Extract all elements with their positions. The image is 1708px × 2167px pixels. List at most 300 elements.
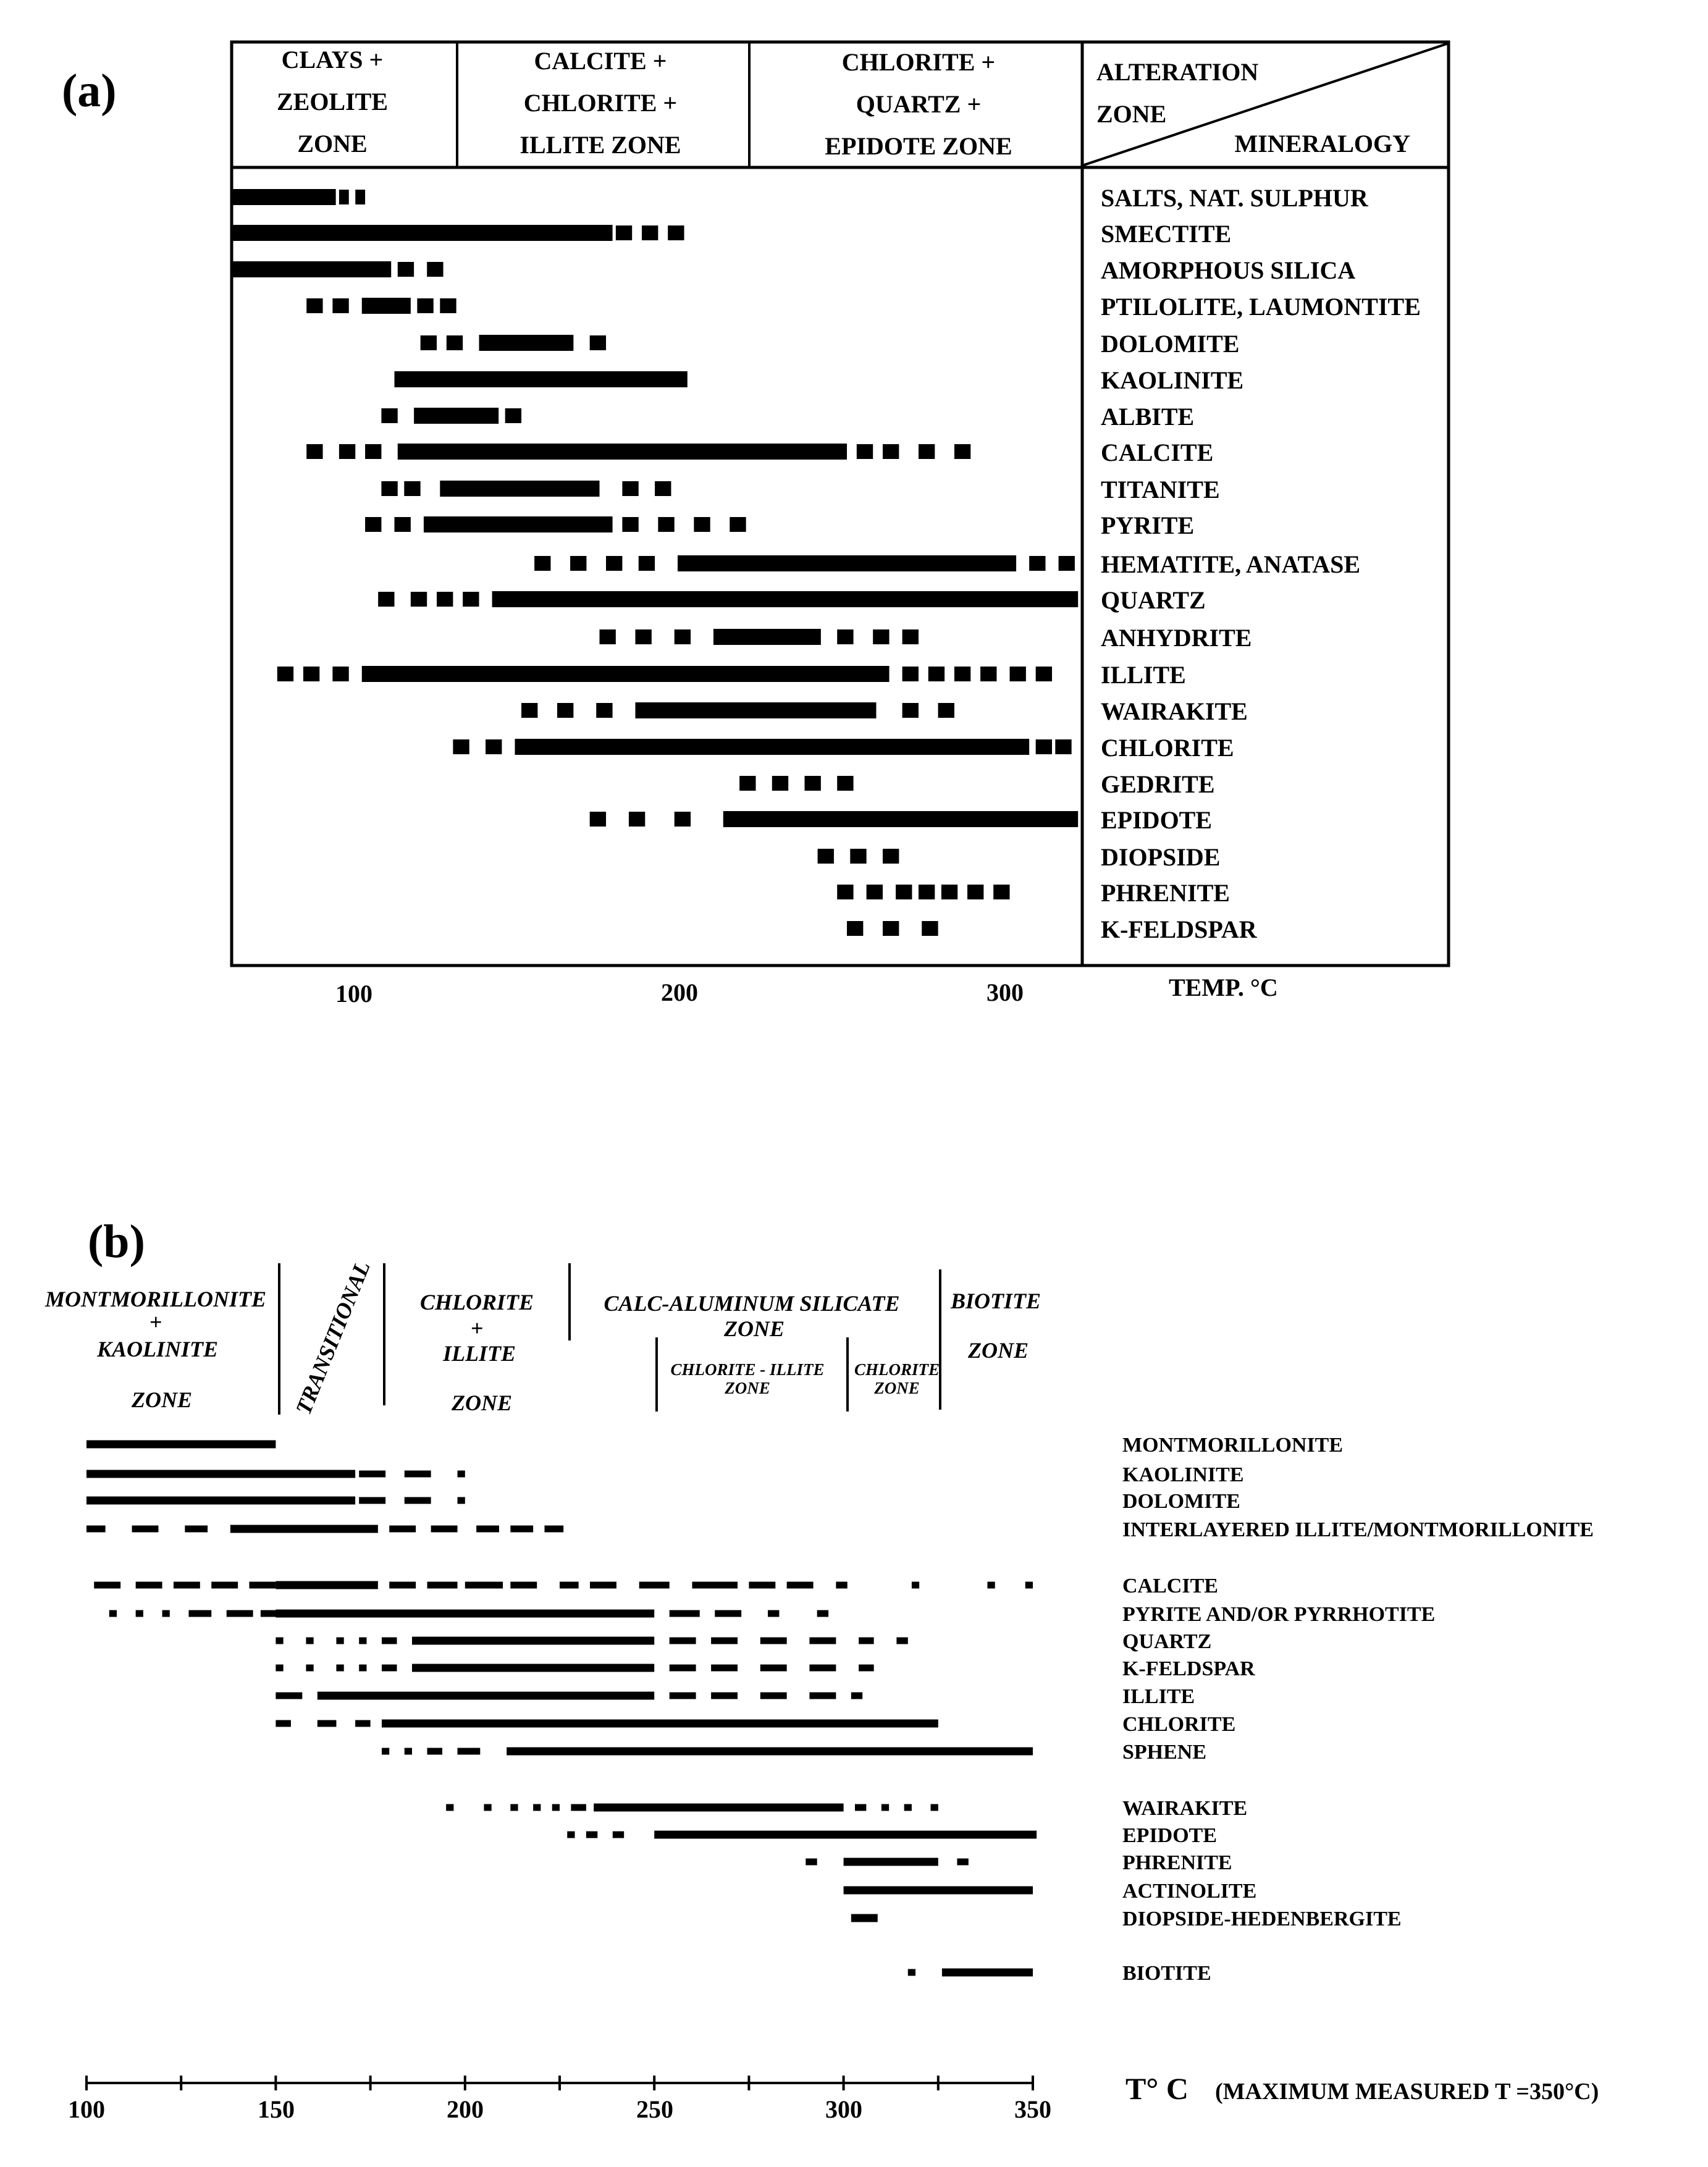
b-k-feldspar-dash-3 (359, 1665, 366, 1672)
a-hematite-anatase-dash-3 (639, 556, 655, 571)
zone-chl-sub-line1: CHLORITE (854, 1360, 940, 1379)
a-hematite-anatase-dash-2 (606, 556, 622, 571)
a-gedrite-dash-0 (739, 776, 755, 791)
a-phrenite-dash-2 (896, 885, 912, 899)
a-chlorite-label: CHLORITE (1101, 734, 1234, 762)
a-chlorite-dash-0 (453, 739, 469, 754)
a-illite-dash-1 (303, 667, 319, 681)
a-dolomite-solid-0 (479, 335, 574, 351)
a-k-feldspar-dash-2 (922, 921, 938, 936)
b-actinolite-label: ACTINOLITE (1122, 1880, 1257, 1903)
b-kaolinite-dash-0 (359, 1471, 385, 1478)
a-epidote-label: EPIDOTE (1101, 806, 1213, 834)
a-epidote-dash-2 (675, 812, 691, 827)
b-calcite-dash-15 (836, 1582, 847, 1589)
b-dolomite-dash-1 (405, 1497, 431, 1504)
b-k-feldspar-dash-8 (809, 1665, 836, 1672)
a-illite-dash-2 (332, 667, 348, 681)
b-quartz-dash-8 (809, 1638, 836, 1644)
a-quartz-dash-0 (378, 592, 394, 607)
a-hematite-anatase-dash-0 (534, 556, 550, 571)
b-quartz-solid-0 (412, 1637, 654, 1645)
panel-b-tick-150: 150 (258, 2095, 295, 2123)
b-pyrite-and-or-pyrrhotite-solid-0 (276, 1610, 654, 1618)
b-pyrite-and-or-pyrrhotite-dash-3 (188, 1610, 211, 1617)
a-hematite-anatase-dash-1 (570, 556, 586, 571)
b-biotite-label: BIOTITE (1122, 1962, 1211, 1985)
a-ptilolite-laumontite-label: PTILOLITE, LAUMONTITE (1101, 293, 1421, 321)
a-k-feldspar-label: K-FELDSPAR (1101, 915, 1257, 943)
a-smectite-solid-0 (232, 225, 613, 241)
a-ptilolite-laumontite-dash-1 (332, 298, 348, 313)
b-k-feldspar-dash-9 (859, 1665, 874, 1672)
panel-a-label: (a) (62, 65, 117, 117)
a-pyrite-solid-0 (424, 516, 613, 532)
panel-a (62, 42, 1449, 1008)
a-diopside-dash-2 (883, 849, 899, 864)
zone-a1-line3: ZONE (297, 130, 368, 158)
b-calcite-dash-0 (94, 1582, 120, 1589)
a-anhydrite-label: ANHYDRITE (1101, 624, 1252, 652)
panel-b (44, 1216, 1599, 2123)
b-illite-dash-5 (851, 1693, 862, 1699)
b-calcite-dash-12 (692, 1582, 738, 1589)
b-sphene-dash-1 (405, 1748, 412, 1755)
a-amorphous-silica-dash-0 (398, 262, 414, 277)
b-k-feldspar-dash-2 (336, 1665, 343, 1672)
a-titanite-dash-2 (622, 481, 638, 496)
a-ptilolite-laumontite-dash-0 (306, 298, 322, 313)
zone-biotite (950, 1289, 1041, 1363)
b-chlorite-dash-2 (355, 1720, 371, 1727)
b-interlayered-illite-montmorillonite-label: INTERLAYERED ILLITE/MONTMORILLONITE (1122, 1518, 1594, 1541)
b-calcite-dash-11 (639, 1582, 670, 1589)
b-illite-dash-0 (276, 1693, 302, 1699)
a-hematite-anatase-dash-4 (1029, 556, 1045, 571)
b-biotite-solid-0 (942, 1969, 1033, 1977)
b-quartz-dash-7 (760, 1638, 787, 1644)
a-phrenite-dash-3 (919, 885, 935, 899)
b-phrenite-dash-0 (806, 1859, 817, 1866)
a-smectite-dash-2 (668, 225, 684, 240)
b-wairakite-label: WAIRAKITE (1122, 1797, 1248, 1820)
b-interlayered-illite-montmorillonite-dash-0 (86, 1526, 106, 1533)
b-chlorite-solid-0 (382, 1720, 938, 1728)
a-quartz-dash-2 (437, 592, 453, 607)
b-illite-dash-1 (670, 1693, 696, 1699)
b-pyrite-and-or-pyrrhotite-dash-7 (715, 1610, 741, 1617)
a-gedrite-dash-2 (805, 776, 821, 791)
b-diopside-hedenbergite-label: DIOPSIDE-HEDENBERGITE (1122, 1908, 1402, 1930)
b-sphene-label: SPHENE (1122, 1741, 1207, 1764)
b-sphene-dash-3 (458, 1748, 481, 1755)
a-anhydrite-dash-4 (873, 629, 889, 644)
zone-a3-line3: EPIDOTE ZONE (825, 132, 1012, 160)
a-kaolinite-label: KAOLINITE (1101, 366, 1244, 394)
a-anhydrite-solid-0 (713, 629, 821, 645)
b-quartz-dash-0 (276, 1638, 283, 1644)
b-wairakite-dash-9 (931, 1804, 938, 1811)
a-salts-nat-sulphur-label: SALTS, NAT. SULPHUR (1101, 184, 1368, 212)
b-dolomite-label: DOLOMITE (1122, 1490, 1240, 1513)
a-phrenite-dash-0 (837, 885, 853, 899)
a-quartz-label: QUARTZ (1101, 586, 1206, 614)
zone-chl-ill-line1: CHLORITE - ILLITE (670, 1360, 825, 1379)
panel-b-label: (b) (88, 1216, 145, 1268)
b-epidote-dash-0 (567, 1832, 574, 1838)
a-chlorite-solid-0 (515, 739, 1029, 755)
b-calcite-label: CALCITE (1122, 1575, 1218, 1597)
b-phrenite-label: PHRENITE (1122, 1851, 1232, 1874)
a-ptilolite-laumontite-solid-0 (362, 298, 411, 314)
panel-b-tick-250: 250 (636, 2095, 673, 2123)
a-titanite-dash-0 (381, 481, 397, 496)
zone-a2-line3: ILLITE ZONE (520, 131, 681, 159)
a-dolomite-dash-0 (421, 335, 437, 350)
b-wairakite-dash-2 (510, 1804, 518, 1811)
b-quartz-dash-2 (336, 1638, 343, 1644)
zone-chlorite-illite-sub (670, 1360, 824, 1397)
a-dolomite-label: DOLOMITE (1101, 330, 1240, 358)
corner-zone: ZONE (1096, 100, 1167, 128)
b-interlayered-illite-montmorillonite-solid-0 (230, 1525, 378, 1533)
b-k-feldspar-dash-1 (306, 1665, 313, 1672)
b-k-feldspar-solid-0 (412, 1664, 654, 1672)
b-wairakite-solid-0 (594, 1804, 843, 1812)
panel-b-axis-note: (MAXIMUM MEASURED T =350°C) (1215, 2079, 1599, 2105)
b-kaolinite-label: KAOLINITE (1122, 1463, 1244, 1486)
b-quartz-dash-9 (859, 1638, 874, 1644)
a-gedrite-dash-3 (837, 776, 853, 791)
b-illite-dash-4 (809, 1693, 836, 1699)
zone-chlorite-illite (420, 1290, 534, 1415)
b-calcite-dash-5 (389, 1582, 416, 1589)
b-k-feldspar-dash-7 (760, 1665, 787, 1672)
a-calcite-solid-0 (398, 444, 847, 460)
panel-b-tick-350: 350 (1014, 2095, 1051, 2123)
b-calcite-dash-9 (560, 1582, 579, 1589)
zone-a1-line1: CLAYS + (281, 46, 384, 74)
a-anhydrite-dash-1 (635, 629, 651, 644)
a-epidote-solid-0 (723, 811, 1078, 827)
zone-calc-line1: CALC-ALUMINUM SILICATE (604, 1291, 900, 1316)
b-pyrite-and-or-pyrrhotite-dash-2 (162, 1610, 170, 1617)
a-salts-nat-sulphur-solid-0 (232, 189, 336, 205)
a-titanite-dash-1 (404, 481, 420, 496)
b-calcite-dash-6 (427, 1582, 458, 1589)
b-quartz-dash-5 (670, 1638, 696, 1644)
a-amorphous-silica-solid-0 (232, 261, 391, 277)
b-interlayered-illite-montmorillonite-dash-3 (389, 1526, 416, 1533)
b-actinolite-solid-0 (844, 1887, 1033, 1895)
b-calcite-dash-4 (250, 1582, 276, 1589)
a-illite-dash-0 (277, 667, 293, 681)
b-interlayered-illite-montmorillonite-dash-2 (185, 1526, 208, 1533)
b-calcite-dash-10 (590, 1582, 616, 1589)
a-titanite-dash-3 (655, 481, 671, 496)
a-illite-dash-7 (1010, 667, 1026, 681)
a-albite-dash-0 (381, 408, 397, 423)
a-pyrite-dash-4 (694, 517, 710, 532)
b-dolomite-dash-2 (458, 1497, 465, 1504)
panel-b-tick-100: 100 (68, 2095, 105, 2123)
a-quartz-solid-0 (492, 591, 1079, 607)
zone-bio-line1: BIOTITE (950, 1289, 1041, 1313)
b-k-feldspar-dash-4 (382, 1665, 397, 1672)
a-salts-nat-sulphur-dash-0 (339, 190, 349, 204)
b-diopside-hedenbergite-solid-0 (851, 1914, 878, 1922)
a-calcite-dash-5 (919, 444, 935, 459)
a-illite-dash-8 (1036, 667, 1052, 681)
b-quartz-dash-10 (896, 1638, 907, 1644)
b-epidote-dash-2 (613, 1832, 624, 1838)
b-calcite-dash-18 (1025, 1582, 1033, 1589)
b-chlorite-dash-1 (318, 1720, 337, 1727)
a-pyrite-dash-3 (658, 517, 674, 532)
panel-b-mineral-labels (1122, 1434, 1594, 1985)
a-wairakite-dash-0 (521, 703, 537, 718)
panel-a-tick-300: 300 (987, 978, 1024, 1006)
zone-chl-line3: ILLITE (442, 1341, 516, 1366)
a-phrenite-dash-1 (867, 885, 883, 899)
b-pyrite-and-or-pyrrhotite-dash-6 (670, 1610, 700, 1617)
panel-b-tick-300: 300 (825, 2095, 862, 2123)
a-hematite-anatase-label: HEMATITE, ANATASE (1101, 550, 1361, 578)
b-montmorillonite-label: MONTMORILLONITE (1122, 1434, 1344, 1457)
a-wairakite-dash-4 (938, 703, 954, 718)
panel-a-zone-clays (277, 46, 388, 158)
a-chlorite-dash-1 (486, 739, 502, 754)
b-calcite-dash-1 (136, 1582, 162, 1589)
a-wairakite-label: WAIRAKITE (1101, 697, 1248, 725)
zone-mont-line1: MONTMORILLONITE (44, 1287, 267, 1311)
b-wairakite-dash-6 (855, 1804, 866, 1811)
a-smectite-dash-1 (642, 225, 658, 240)
panel-b-bars (86, 1441, 1037, 1977)
b-pyrite-and-or-pyrrhotite-dash-0 (109, 1610, 117, 1617)
a-albite-label: ALBITE (1101, 403, 1195, 431)
panel-a-zone-calcite (520, 47, 681, 159)
b-dolomite-dash-0 (359, 1497, 385, 1504)
b-wairakite-dash-4 (552, 1804, 560, 1811)
a-anhydrite-dash-2 (675, 629, 691, 644)
a-dolomite-dash-2 (590, 335, 606, 350)
a-calcite-dash-3 (857, 444, 873, 459)
a-calcite-dash-4 (883, 444, 899, 459)
zone-transitional: TRANSITIONAL (290, 1257, 375, 1418)
a-albite-dash-1 (505, 408, 521, 423)
a-diopside-dash-1 (850, 849, 866, 864)
a-phrenite-label: PHRENITE (1101, 879, 1230, 907)
a-titanite-label: TITANITE (1101, 476, 1220, 503)
zone-chl-line2: + (470, 1316, 484, 1340)
b-chlorite-label: CHLORITE (1122, 1713, 1236, 1736)
b-epidote-label: EPIDOTE (1122, 1824, 1218, 1847)
a-calcite-dash-6 (954, 444, 970, 459)
b-illite-dash-2 (711, 1693, 738, 1699)
b-k-feldspar-label: K-FELDSPAR (1122, 1657, 1255, 1680)
corner-mineralogy: MINERALOGY (1234, 130, 1410, 158)
b-kaolinite-dash-1 (405, 1471, 431, 1478)
a-kaolinite-solid-0 (395, 371, 688, 387)
a-quartz-dash-3 (463, 592, 479, 607)
a-smectite-label: SMECTITE (1101, 220, 1232, 248)
a-calcite-dash-1 (339, 444, 355, 459)
a-diopside-dash-0 (818, 849, 834, 864)
a-epidote-dash-0 (590, 812, 606, 827)
a-calcite-label: CALCITE (1101, 439, 1214, 466)
a-diopside-label: DIOPSIDE (1101, 843, 1221, 871)
b-calcite-dash-17 (987, 1582, 995, 1589)
b-pyrite-and-or-pyrrhotite-dash-1 (136, 1610, 143, 1617)
zone-chl-ill-line2: ZONE (725, 1379, 770, 1397)
zone-a1-line2: ZEOLITE (276, 88, 389, 116)
zone-mont-line2: + (149, 1310, 162, 1334)
a-k-feldspar-dash-1 (883, 921, 899, 936)
b-wairakite-dash-1 (484, 1804, 491, 1811)
a-phrenite-dash-5 (967, 885, 983, 899)
zone-a2-line2: CHLORITE + (523, 89, 678, 117)
b-k-feldspar-dash-0 (276, 1665, 283, 1672)
b-wairakite-dash-5 (571, 1804, 586, 1811)
b-quartz-dash-1 (306, 1638, 313, 1644)
zone-a2-line1: CALCITE + (534, 47, 667, 75)
a-chlorite-dash-2 (1036, 739, 1052, 754)
zone-montmorillonite-kaolinite (44, 1287, 266, 1412)
zone-chl-line1: CHLORITE (419, 1290, 534, 1315)
b-montmorillonite-solid-0 (86, 1441, 276, 1449)
b-calcite-dash-3 (211, 1582, 238, 1589)
a-illite-label: ILLITE (1101, 661, 1186, 689)
zone-a3-line1: CHLORITE + (841, 48, 996, 76)
zone-bio-line2: ZONE (968, 1338, 1029, 1363)
a-pyrite-dash-2 (622, 517, 638, 532)
a-wairakite-dash-3 (902, 703, 919, 718)
b-pyrite-and-or-pyrrhotite-label: PYRITE AND/OR PYRRHOTITE (1122, 1603, 1436, 1626)
b-wairakite-dash-3 (533, 1804, 541, 1811)
panel-b-x-axis (68, 2071, 1599, 2123)
b-calcite-dash-2 (174, 1582, 200, 1589)
zone-chl-sub-line2: ZONE (874, 1379, 920, 1397)
b-wairakite-dash-8 (904, 1804, 912, 1811)
a-pyrite-dash-0 (365, 517, 381, 532)
a-wairakite-dash-2 (596, 703, 612, 718)
b-calcite-dash-13 (749, 1582, 775, 1589)
b-pyrite-and-or-pyrrhotite-dash-8 (768, 1610, 779, 1617)
b-illite-dash-3 (760, 1693, 787, 1699)
panel-a-axis-label: TEMP. °C (1169, 974, 1278, 1001)
a-amorphous-silica-label: AMORPHOUS SILICA (1101, 256, 1356, 284)
b-chlorite-dash-0 (276, 1720, 291, 1727)
b-quartz-label: QUARTZ (1122, 1630, 1212, 1653)
a-titanite-solid-0 (440, 481, 599, 497)
b-k-feldspar-dash-5 (670, 1665, 696, 1672)
panel-b-axis-label: T° C (1125, 2071, 1188, 2106)
b-kaolinite-solid-0 (86, 1470, 355, 1478)
b-k-feldspar-dash-6 (711, 1665, 738, 1672)
corner-alteration: ALTERATION (1096, 58, 1259, 86)
b-illite-label: ILLITE (1122, 1685, 1195, 1708)
a-chlorite-dash-3 (1055, 739, 1071, 754)
a-illite-dash-4 (928, 667, 944, 681)
b-pyrite-and-or-pyrrhotite-dash-9 (817, 1610, 828, 1617)
zone-mont-line3: KAOLINITE (96, 1337, 219, 1361)
b-epidote-dash-1 (586, 1832, 597, 1838)
b-interlayered-illite-montmorillonite-dash-4 (431, 1526, 458, 1533)
panel-a-tick-200: 200 (661, 978, 698, 1006)
b-quartz-dash-3 (359, 1638, 366, 1644)
a-hematite-anatase-dash-5 (1059, 556, 1075, 571)
b-pyrite-and-or-pyrrhotite-dash-4 (227, 1610, 253, 1617)
panel-a-mineral-labels (1101, 184, 1421, 943)
a-ptilolite-laumontite-dash-3 (440, 298, 456, 313)
b-calcite-dash-14 (787, 1582, 814, 1589)
a-k-feldspar-dash-0 (847, 921, 863, 936)
zone-mont-line4: ZONE (132, 1387, 192, 1412)
b-dolomite-solid-0 (86, 1497, 355, 1505)
a-pyrite-label: PYRITE (1101, 511, 1195, 539)
b-quartz-dash-4 (382, 1638, 397, 1644)
a-calcite-dash-0 (306, 444, 322, 459)
b-calcite-dash-8 (510, 1582, 537, 1589)
a-phrenite-dash-4 (941, 885, 957, 899)
b-calcite-solid-0 (276, 1581, 377, 1589)
zone-a3-line2: QUARTZ + (856, 90, 982, 118)
a-illite-dash-3 (902, 667, 919, 681)
b-illite-solid-0 (318, 1692, 654, 1700)
a-calcite-dash-2 (365, 444, 381, 459)
b-sphene-dash-2 (427, 1748, 443, 1755)
a-illite-solid-0 (362, 666, 890, 682)
a-dolomite-dash-1 (447, 335, 463, 350)
b-interlayered-illite-montmorillonite-dash-7 (544, 1526, 563, 1533)
zone-chl-line4: ZONE (452, 1391, 512, 1415)
a-amorphous-silica-dash-1 (427, 262, 443, 277)
b-sphene-dash-0 (382, 1748, 389, 1755)
a-wairakite-dash-1 (557, 703, 573, 718)
b-interlayered-illite-montmorillonite-dash-1 (132, 1526, 159, 1533)
b-phrenite-dash-1 (957, 1859, 968, 1866)
b-wairakite-dash-7 (881, 1804, 889, 1811)
panel-b-tick-200: 200 (447, 2095, 484, 2123)
a-illite-dash-6 (980, 667, 996, 681)
a-hematite-anatase-solid-0 (678, 555, 1016, 571)
panel-a-zone-chlorite (825, 48, 1012, 160)
b-wairakite-dash-0 (446, 1804, 453, 1811)
a-smectite-dash-0 (616, 225, 632, 240)
b-epidote-solid-0 (654, 1831, 1037, 1839)
panel-a-tick-100: 100 (335, 980, 372, 1008)
b-interlayered-illite-montmorillonite-dash-5 (476, 1526, 499, 1533)
b-pyrite-and-or-pyrrhotite-dash-5 (261, 1610, 291, 1617)
b-biotite-dash-0 (908, 1969, 915, 1976)
panel-a-bars (232, 189, 1078, 936)
zone-calc-line2: ZONE (724, 1316, 785, 1341)
a-albite-solid-0 (414, 408, 499, 424)
zone-calc-aluminum-silicate (604, 1291, 899, 1341)
zone-chlorite-sub (854, 1360, 940, 1397)
a-pyrite-dash-1 (395, 517, 411, 532)
a-wairakite-solid-0 (635, 702, 876, 718)
b-phrenite-solid-0 (844, 1858, 938, 1866)
a-pyrite-dash-5 (730, 517, 746, 532)
a-gedrite-label: GEDRITE (1101, 770, 1215, 798)
a-quartz-dash-1 (411, 592, 427, 607)
a-illite-dash-5 (954, 667, 970, 681)
b-calcite-dash-16 (912, 1582, 919, 1589)
b-quartz-dash-6 (711, 1638, 738, 1644)
b-calcite-dash-7 (465, 1582, 503, 1589)
